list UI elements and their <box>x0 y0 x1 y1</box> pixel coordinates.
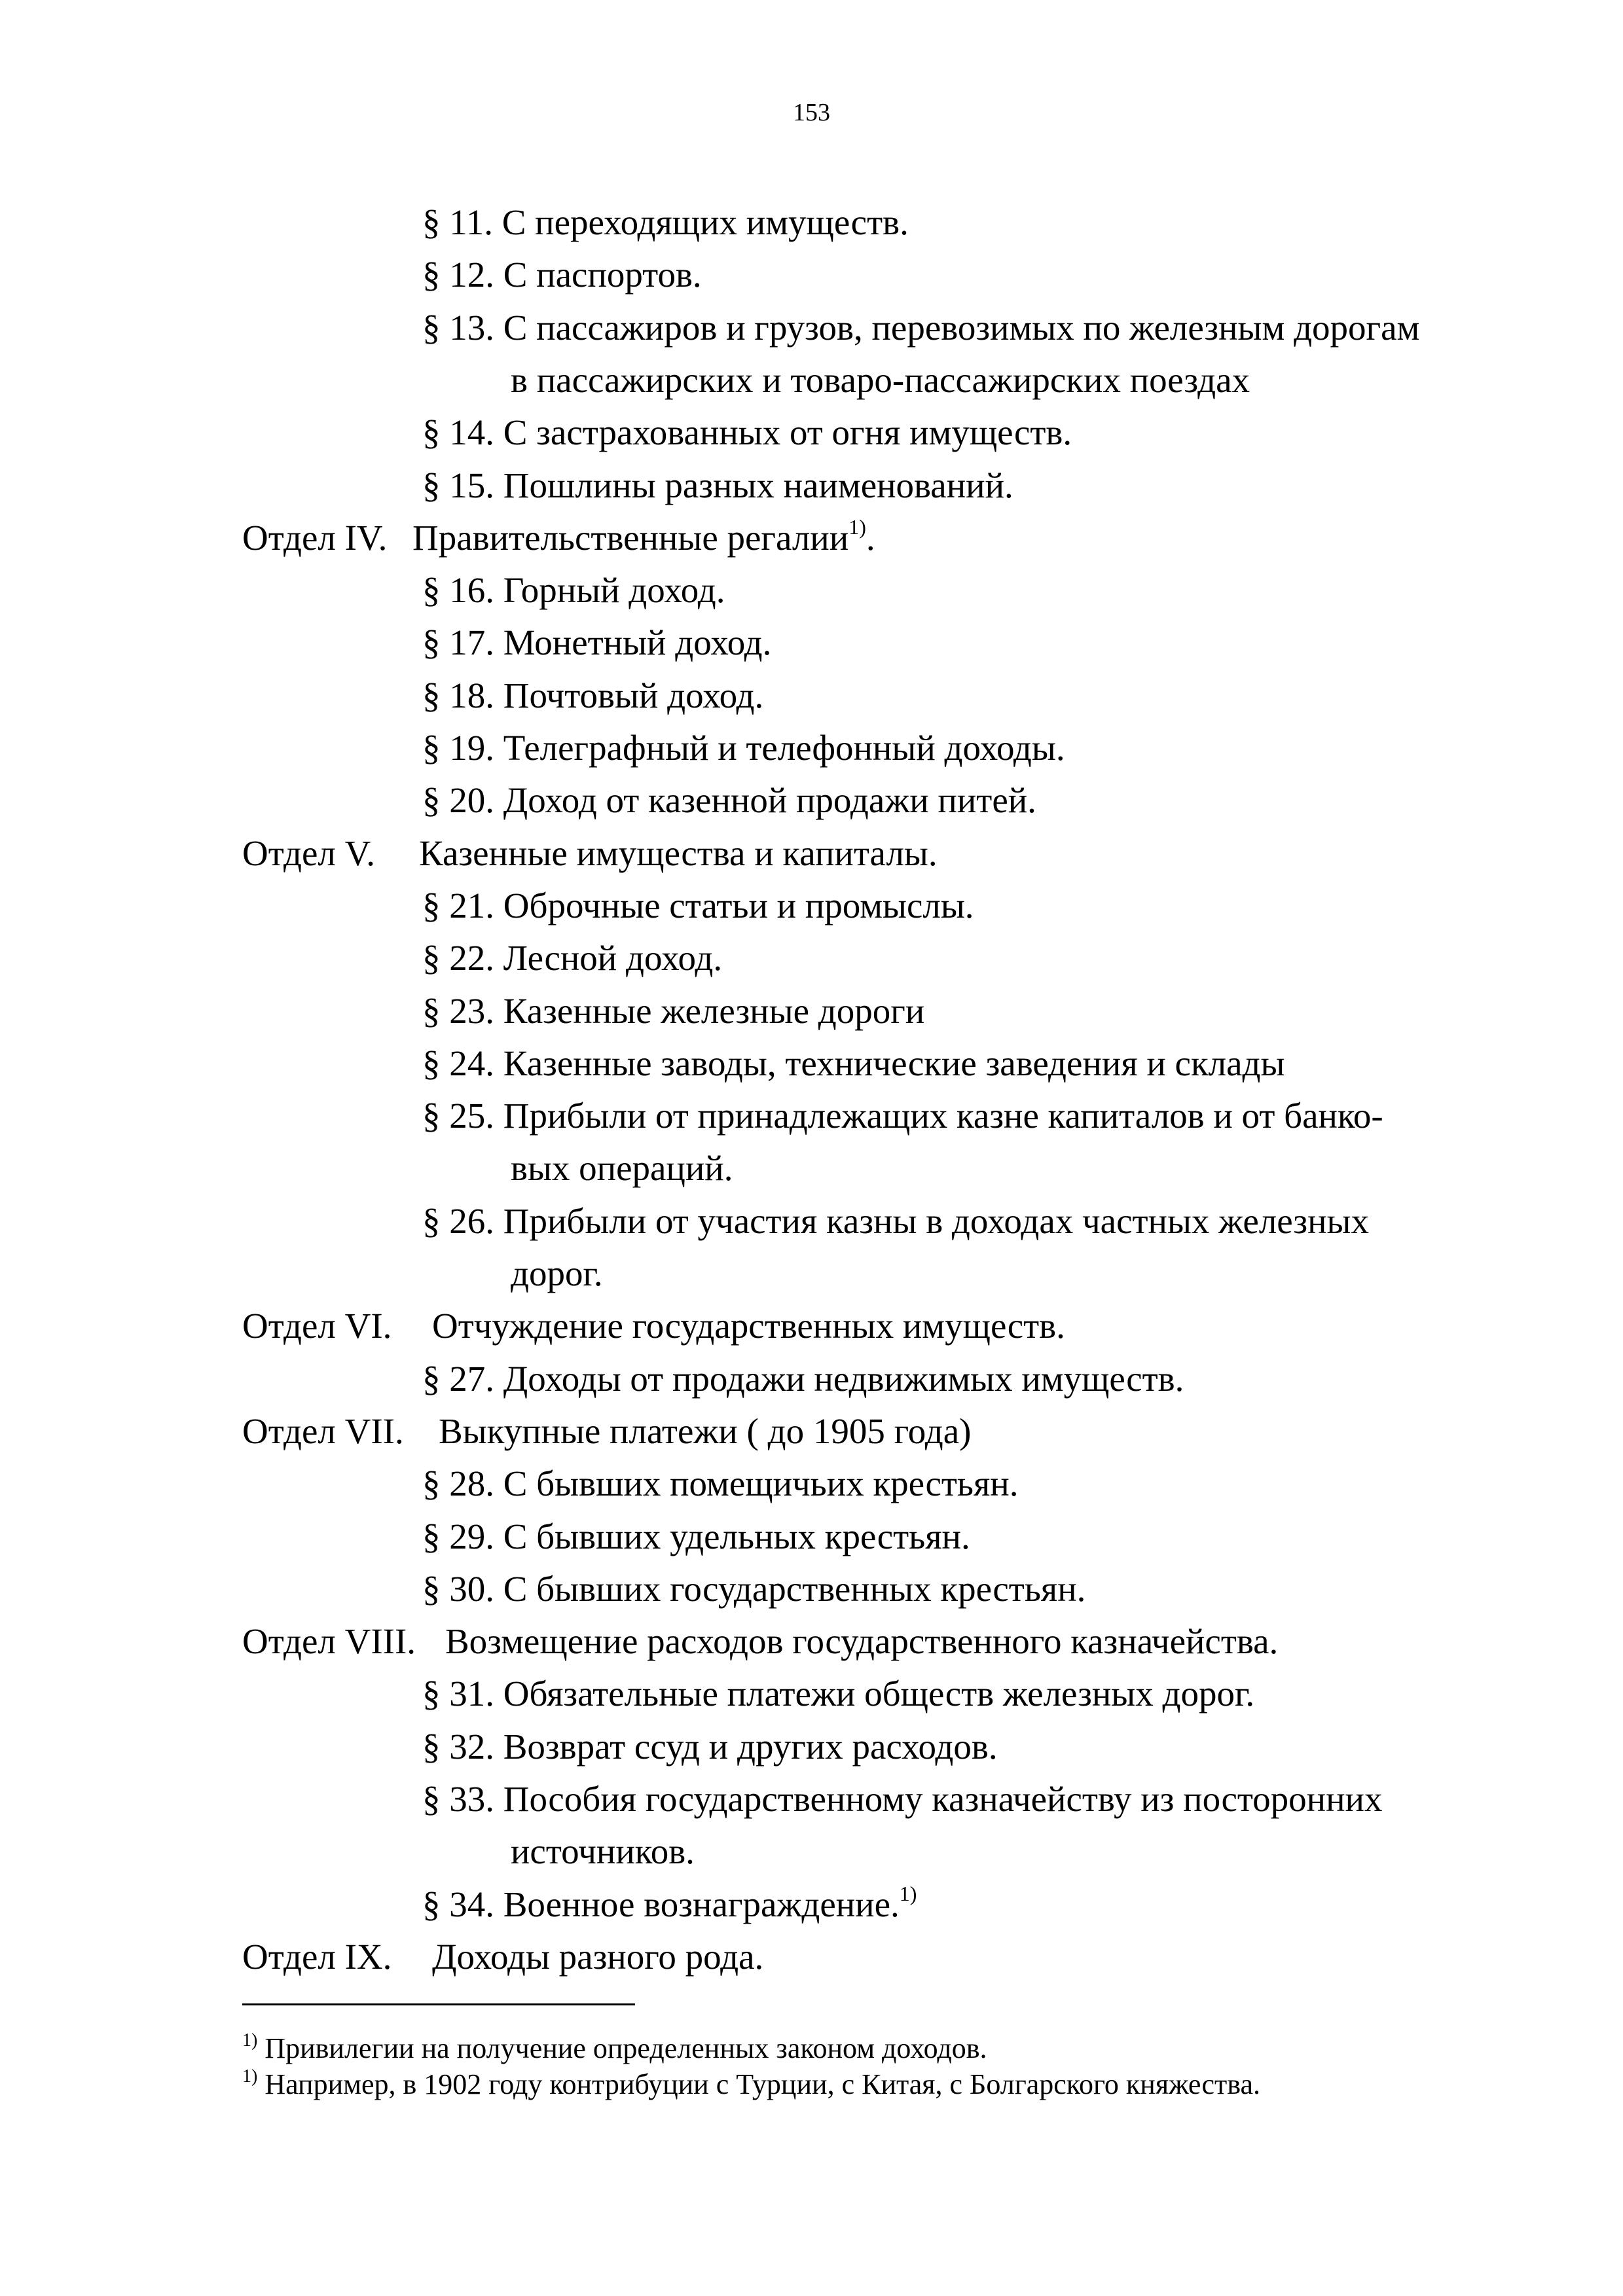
section-title: Возмещение расходов государственного казначейства. <box>445 1621 1279 1661</box>
paragraph-item <box>422 728 1065 768</box>
item-text: дорог. <box>511 1253 603 1293</box>
footnote-marker: 1) <box>848 515 866 539</box>
paragraph-continuation <box>511 1832 695 1871</box>
paragraph-item <box>422 781 1036 820</box>
paragraph-item <box>422 466 1013 505</box>
footnote-rule <box>242 2003 635 2005</box>
footnote-text: Например, в 1902 году контрибуции с Турции, с Китая, с Болгарского княжества. <box>257 2068 1260 2100</box>
item-text: § 30. С бывших государственных крестьян. <box>422 1569 1086 1609</box>
item-text: § 12. С паспортов. <box>422 255 702 295</box>
section-heading <box>242 515 875 562</box>
paragraph-item <box>422 886 974 925</box>
item-text: § 24. Казенные заводы, технические заведения и склады <box>422 1043 1285 1083</box>
section-label: Отдел VI. <box>242 1306 392 1346</box>
item-text: § 11. С переходящих имуществ. <box>422 202 909 242</box>
paragraph-continuation <box>511 1254 603 1293</box>
paragraph-item <box>422 571 725 610</box>
section-heading <box>242 834 938 873</box>
item-text: § 32. Возврат ссуд и других расходов. <box>422 1727 998 1767</box>
item-text: § 22. Лесной доход. <box>422 938 723 978</box>
footnote-marker: 1) <box>899 1882 917 1905</box>
section-label: Отдел IV. <box>242 518 388 558</box>
paragraph-item <box>422 413 1072 452</box>
item-text: § 28. С бывших помещичьих крестьян. <box>422 1463 1019 1503</box>
item-text: § 21. Оброчные статьи и промыслы. <box>422 886 974 925</box>
paragraph-item <box>422 1570 1085 1609</box>
section-title: Доходы разного рода. <box>432 1937 764 1977</box>
item-text: вых операций. <box>511 1148 733 1188</box>
item-text: § 25. Прибыли от принадлежащих казне капиталов и от банко- <box>422 1096 1383 1136</box>
section-title: Правительственные регалии <box>412 518 849 558</box>
section-heading <box>242 1306 1065 1346</box>
section-label: Отдел V. <box>242 833 376 873</box>
section-label: Отдел VII. <box>242 1411 404 1451</box>
item-text: § 15. Пошлины разных наименований. <box>422 465 1013 505</box>
section-label: Отдел IX. <box>242 1937 392 1977</box>
section-title: Казенные имущества и капиталы. <box>419 833 938 873</box>
item-text: § 14. С застрахованных от огня имуществ. <box>422 412 1072 452</box>
item-text: источников. <box>511 1831 695 1871</box>
footnote-text: Привилегии на получение определенных законом доходов. <box>257 2032 987 2064</box>
item-text: § 31. Обязательные платежи обществ железных дорог. <box>422 1674 1255 1713</box>
paragraph-item <box>422 992 924 1031</box>
page-number: 153 <box>793 99 830 126</box>
paragraph-continuation <box>511 361 1250 400</box>
section-heading <box>242 1412 971 1451</box>
paragraph-item <box>422 1780 1382 1819</box>
item-text: § 16. Горный доход. <box>422 570 725 610</box>
item-text: § 19. Телеграфный и телефонный доходы. <box>422 728 1065 768</box>
paragraph-continuation <box>511 1149 733 1188</box>
paragraph-item <box>422 939 722 978</box>
item-text: § 17. Монетный доход. <box>422 622 772 662</box>
section-heading <box>242 1622 1278 1661</box>
item-text: § 26. Прибыли от участия казны в доходах частных железных <box>422 1201 1369 1241</box>
item-text: в пассажирских и товаро-пассажирских поездах <box>511 360 1250 400</box>
section-heading <box>242 1937 763 1977</box>
item-text: § 23. Казенные железные дороги <box>422 991 925 1031</box>
section-label: Отдел VIII. <box>242 1621 416 1661</box>
footnote <box>242 2068 1260 2105</box>
item-text: § 18. Почтовый доход. <box>422 675 764 715</box>
paragraph-item <box>422 1359 1184 1399</box>
paragraph-item <box>422 308 1419 348</box>
paragraph-item <box>422 623 771 662</box>
paragraph-item <box>422 1674 1254 1713</box>
paragraph-item <box>422 1096 1383 1136</box>
paragraph-item <box>422 1517 970 1556</box>
paragraph-item <box>422 1464 1018 1503</box>
item-text: § 13. С пассажиров и грузов, перевозимых по железным дорогам <box>422 308 1420 348</box>
paragraph-item <box>422 203 909 242</box>
paragraph-item <box>422 255 702 295</box>
paragraph-item <box>422 1044 1285 1083</box>
item-text: § 29. С бывших удельных крестьян. <box>422 1516 970 1556</box>
paragraph-item <box>422 1727 998 1767</box>
punctuation: . <box>866 518 875 558</box>
section-title: Отчуждение государственных имуществ. <box>432 1306 1065 1346</box>
paragraph-item <box>422 1882 917 1929</box>
footnote-marker: 1) <box>242 2066 258 2087</box>
item-text: § 34. Военное вознаграждение. <box>422 1884 900 1924</box>
footnote-marker: 1) <box>242 2030 258 2051</box>
footnote <box>242 2032 987 2069</box>
item-text: § 33. Пособия государственному казначейству из посторонних <box>422 1779 1383 1819</box>
paragraph-item <box>422 1202 1369 1241</box>
paragraph-item <box>422 676 763 715</box>
item-text: § 20. Доход от казенной продажи питей. <box>422 780 1036 820</box>
item-text: § 27. Доходы от продажи недвижимых имуществ. <box>422 1359 1184 1399</box>
section-title: Выкупные платежи ( до 1905 года) <box>439 1411 972 1451</box>
